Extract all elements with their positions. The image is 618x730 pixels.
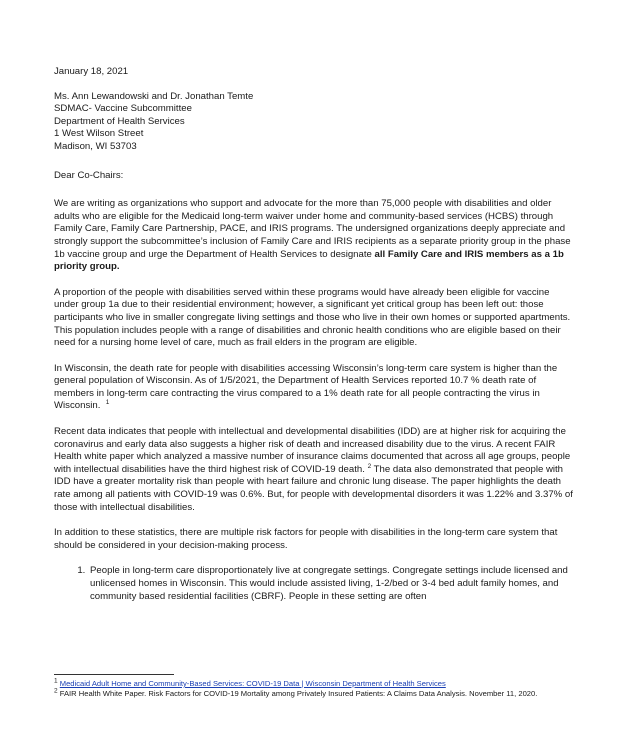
paragraph-intro-text: We are writing as organizations who support and advocate for the more than 75,000 people with disabilities and older adults who are eligible for the Medicaid long-term waiver under home and community-based services (HCBS) through Family Care, Family Care Partnership, PACE, and IRIS programs. The undersigned organizations deeply appreciate and strongly support the subcommittee’s inclusion of Family Care and IRIS recipients as a separate priority group in the phase 1b vaccine group and urge the Department of Health Services to designate <box>54 198 571 260</box>
paragraph-death-rate-text: In Wisconsin, the death rate for people with disabilities accessing Wisconsin’s long-term care system is higher than the general population of Wisconsin. As of 1/5/2021, the Department of Health Services reported 10.7 % death rate of members in long-term care contracting the virus compared to a 1% death rate for all people contracting the virus in Wisconsin. <box>54 362 558 412</box>
footnote-divider <box>54 674 174 675</box>
recipient-street: 1 West Wilson Street <box>54 128 144 140</box>
risk-factor-list <box>54 565 574 603</box>
footnote-1-link[interactable]: Medicaid Adult Home and Community-Based Services: COVID-19 Data | Wisconsin Department of Health Services <box>59 679 446 688</box>
footnote-ref-2[interactable]: 2 <box>367 462 372 470</box>
recipient-city: Madison, WI 53703 <box>54 140 137 152</box>
paragraph-intro <box>54 198 574 274</box>
footnote-1 <box>54 679 574 689</box>
recipient-committee: SDMAC- Vaccine Subcommittee <box>54 103 192 115</box>
paragraph-idd-risk <box>54 426 574 514</box>
recipient-department: Department of Health Services <box>54 115 185 127</box>
paragraph-risk-factors: In addition to these statistics, there are multiple risk factors for people with disabilities in the long-term care system that should be considered in your decision-making process. <box>54 527 558 551</box>
paragraph-death-rate <box>54 363 574 413</box>
paragraph-population: A proportion of the people with disabilities served within these programs would have already been eligible for vaccine under group 1a due to their residential environment; however, a significant yet critical group has been left out: those participants who live in smaller congregate living settings and those who live in their own homes or supported apartments. This population includes people with a range of disabilities and chronic health conditions who are eligible based on their need for a nursing home level of care, much as frail elders in the program are eligible. <box>54 286 571 349</box>
salutation: Dear Co-Chairs: <box>54 169 124 181</box>
footnote-2-number: 2 <box>54 687 58 695</box>
footnote-2-text: FAIR Health White Paper. Risk Factors for COVID-19 Mortality among Privately Insured Patients: A Claims Data Analysis. November 11, 2020. <box>59 689 538 699</box>
footnotes <box>54 674 574 700</box>
letter-body <box>54 66 574 603</box>
footnote-2 <box>54 689 574 699</box>
paragraph-idd-risk-text-a: Recent data indicates that people with intellectual and developmental disabilities (IDD) are at higher risk for acquiring the coronavirus and early data also suggests a higher risk of death and increased disability due to the virus. A recent FAIR Health white paper which analyzed a massive number of insurance claims documented that across all age groups, people with intellectual disabilities have the third highest risk of COVID-19 death. <box>54 426 571 475</box>
list-item: 1. People in long-term care disproportionately live at congregate settings. Congregate settings include licensed and unlicensed homes in Wisconsin. This would include assisted living, 1-2/bed or 3-4 bed adult family homes, and community based residential facilities (CBRF). People in these setting are often <box>88 565 574 603</box>
footnote-ref-1[interactable]: 1 <box>105 399 110 407</box>
footnote-1-number: 1 <box>54 677 58 685</box>
paragraph-intro-bold: all Family Care and IRIS members as a 1b priority group. <box>54 248 564 273</box>
letter-date: January 18, 2021 <box>54 66 129 77</box>
paragraph-idd-risk-text-b: The data also demonstrated that people with IDD have a greater mortality risk than people with heart failure and chronic lung disease. The paper highlights the death rate among all patients with COVID-19 was 0.6%. But, for people with developmental disorders it was 1.22% and 3.37% of those with intellectual disabilities. <box>54 463 573 513</box>
recipient-address <box>54 91 574 154</box>
recipient-names: Ms. Ann Lewandowski and Dr. Jonathan Temte <box>54 90 254 102</box>
